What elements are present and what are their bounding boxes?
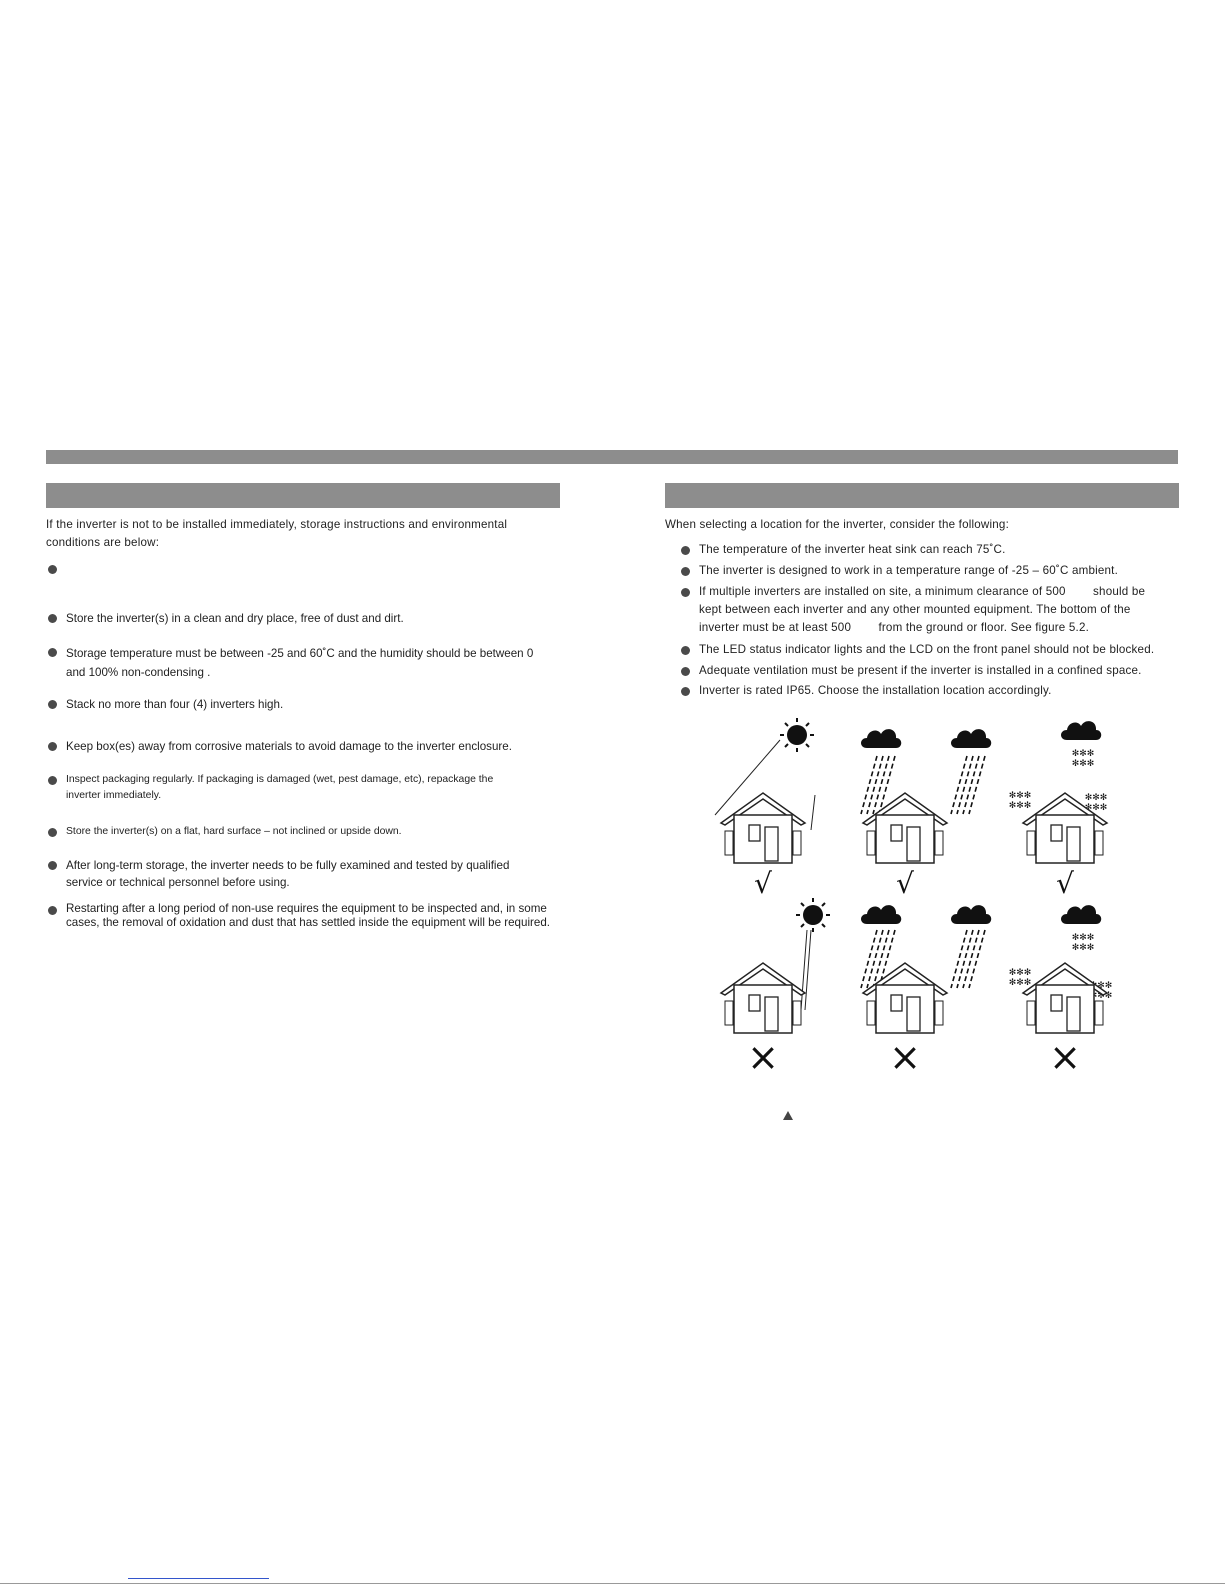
bullet-dot [48, 742, 57, 751]
bullet-dot [48, 776, 57, 785]
bullet-dot-empty [48, 565, 57, 574]
storage-bullet-2: Storage temperature must be between -25 and 60˚C and the humidity should be between 0 and 100% non-condensing . [66, 647, 534, 679]
location-bullet-2: The inverter is designed to work in a temperature range of -25 – 60˚C ambient. [699, 564, 1119, 577]
scenario-rain-sheltered [861, 729, 991, 863]
footer-link-underline [128, 1578, 269, 1579]
bullet-dot [48, 648, 57, 657]
footer-rule [0, 1583, 1225, 1584]
bullet-dot [48, 906, 57, 915]
house-icon [863, 963, 947, 1033]
sun-icon [780, 718, 814, 752]
bullet-dot [681, 588, 690, 597]
check-mark-icon: √ [754, 867, 772, 900]
storage-bullet-6: Store the inverter(s) on a flat, hard surface – not inclined or upside down. [66, 826, 402, 837]
rain-cloud-icon [861, 729, 901, 748]
left-section-header-bar [46, 483, 560, 508]
right-section-header-bar [665, 483, 1179, 508]
cross-mark-icon: × [747, 1035, 779, 1079]
cross-mark-icon: × [1049, 1035, 1081, 1079]
location-bullet-4: The LED status indicator lights and the LCD on the front panel should not be blocked. [699, 643, 1155, 656]
scenario-snow-exposed [1009, 905, 1113, 1033]
scenario-sun-sheltered [715, 718, 815, 863]
bullet-dot [48, 700, 57, 709]
location-bullet-5: Adequate ventilation must be present if the inverter is installed in a confined space. [699, 664, 1142, 677]
bullet-dot [48, 614, 57, 623]
bullet-dot [681, 567, 690, 576]
scenario-snow-sheltered [1009, 721, 1108, 863]
snow-cloud-icon [1061, 721, 1101, 740]
location-bullet-1: The temperature of the inverter heat sink can reach 75˚C. [699, 543, 1006, 556]
storage-bullet-5: Inspect packaging regularly. If packaging is damaged (wet, pest damage, etc), repackage the inverter immediately. [66, 774, 494, 801]
sun-icon [796, 898, 830, 932]
house-icon [1023, 963, 1107, 1033]
check-mark-icon: √ [1056, 867, 1074, 900]
bullet-dot [48, 828, 57, 837]
installation-location-figure: ✻✻✻ ✻✻✻ √ √ √ × × × [715, 720, 1135, 1080]
storage-bullet-4: Keep box(es) away from corrosive materials to avoid damage to the inverter enclosure. [66, 740, 512, 753]
bullet-dot [681, 687, 690, 696]
house-icon [721, 963, 805, 1033]
storage-bullet-7: After long-term storage, the inverter needs to be fully examined and tested by qualified service or technical personnel before using. [66, 859, 510, 889]
location-intro: When selecting a location for the inverter, consider the following: [665, 518, 1010, 531]
storage-bullet-3: Stack no more than four (4) inverters high. [66, 698, 284, 711]
rain-cloud-icon [951, 905, 991, 924]
check-mark-icon: √ [896, 867, 914, 900]
storage-intro: If the inverter is not to be installed immediately, storage instructions and environmental conditions are below: [46, 518, 508, 549]
rain-cloud-icon [951, 729, 991, 748]
bullet-dot [681, 646, 690, 655]
storage-bullet-1: Store the inverter(s) in a clean and dry place, free of dust and dirt. [66, 612, 404, 625]
snow-cloud-icon [1061, 905, 1101, 924]
scenario-sun-exposed [721, 898, 830, 1033]
top-divider-bar [46, 450, 1178, 464]
cross-mark-icon: × [889, 1035, 921, 1079]
bullet-dot [681, 667, 690, 676]
bullet-dot [681, 546, 690, 555]
rain-cloud-icon [861, 905, 901, 924]
scenario-rain-exposed [861, 905, 991, 1033]
figure-caption-triangle-icon [783, 1111, 793, 1120]
location-bullet-3: If multiple inverters are installed on site, a minimum clearance of 500 should be kept between each inverter and any other mounted equipment. The bottom of the inverter must be at least 500 from the ground or floor. See figure 5.2. [699, 585, 1149, 634]
bullet-dot [48, 861, 57, 870]
storage-bullet-8: Restarting after a long period of non-use requires the equipment to be inspected and, in some cases, the removal of oxidation and dust that has settled inside the equipment will be required. [66, 902, 551, 929]
location-bullet-6: Inverter is rated IP65. Choose the installation location accordingly. [699, 684, 1052, 697]
house-icon [721, 793, 805, 863]
